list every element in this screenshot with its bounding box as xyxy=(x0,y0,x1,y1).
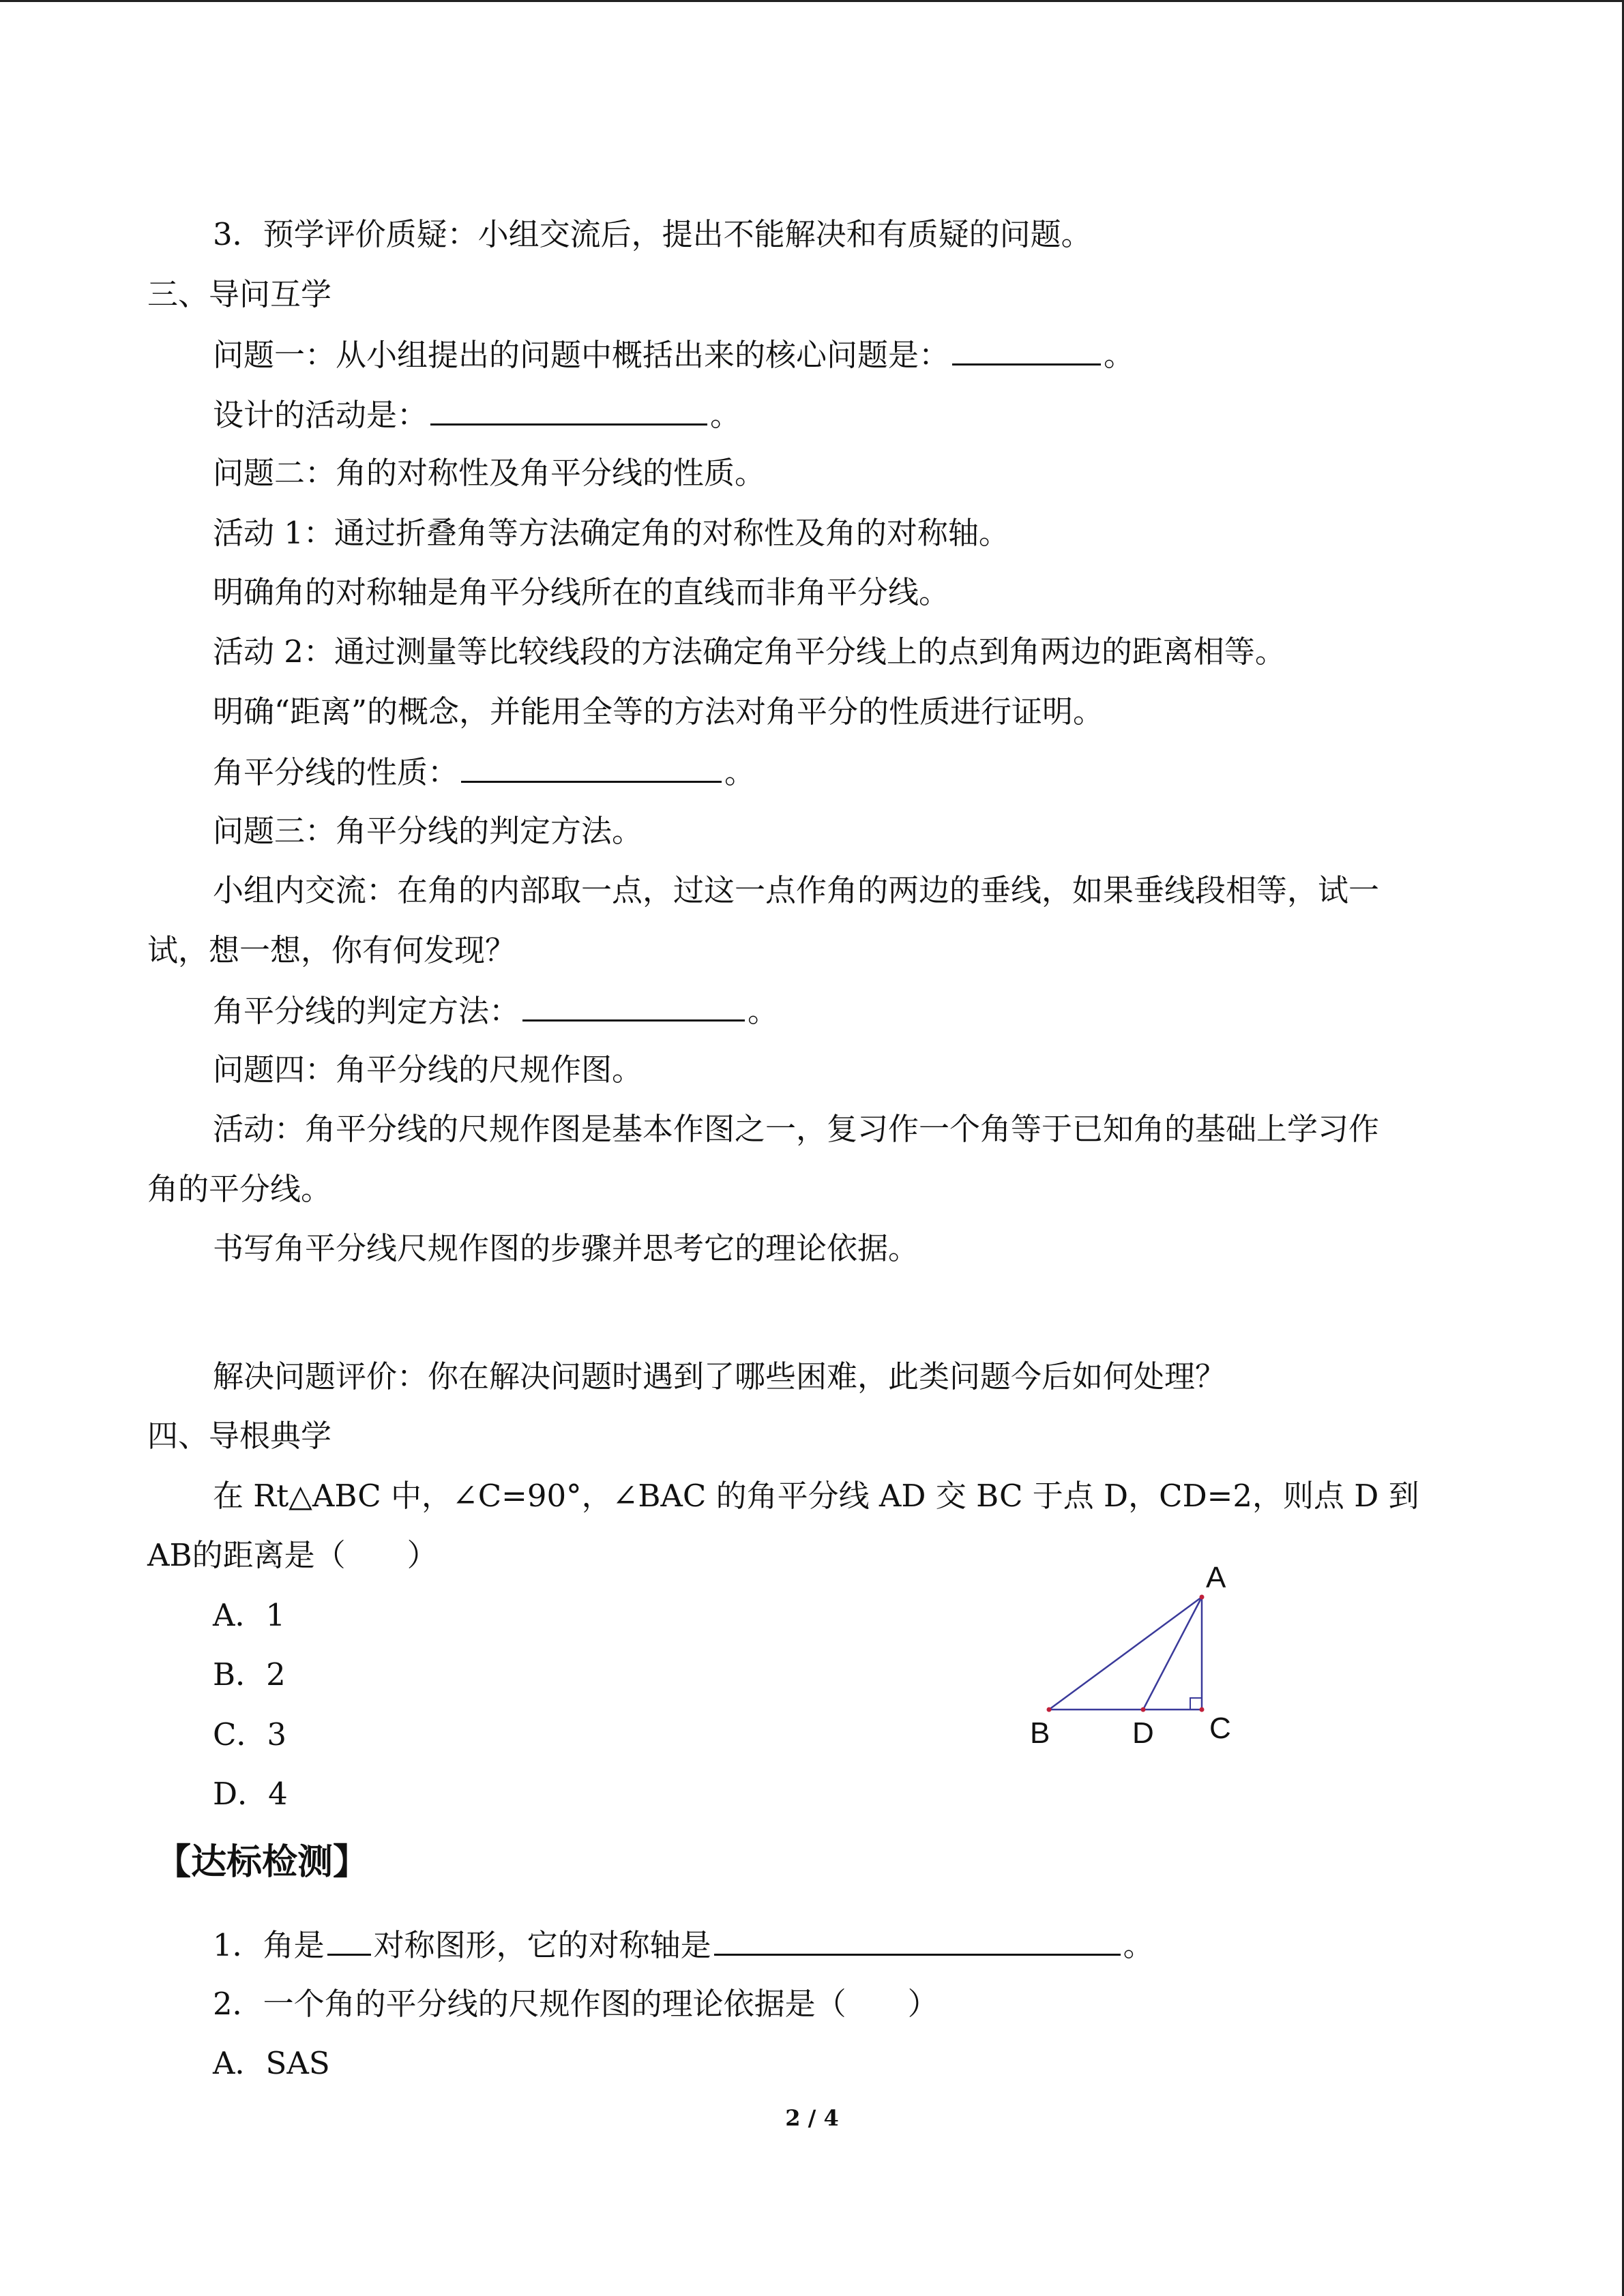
write-steps-line: 书写角平分线尺规作图的步骤并思考它的理论依据。 xyxy=(213,1230,919,1266)
figure-lines xyxy=(1049,1597,1202,1710)
point-d xyxy=(1141,1708,1146,1712)
option-b: B．2 xyxy=(213,1656,286,1693)
answer-blank[interactable] xyxy=(430,393,707,426)
check-question-1 xyxy=(213,1924,1154,1966)
question-one-line xyxy=(213,333,1134,376)
segment-ad xyxy=(1143,1597,1202,1710)
designed-activity-text: 设计的活动是： xyxy=(213,397,428,433)
designed-activity-line xyxy=(213,393,741,436)
option-c: C．3 xyxy=(213,1716,287,1753)
activity-construction-line-1: 活动：角平分线的尺规作图是基本作图之一，复习作一个角等于已知角的基础上学习作 xyxy=(213,1111,1380,1147)
example-question-line-2: AB的距离是（ ） xyxy=(147,1537,438,1573)
designed-activity-suffix: 。 xyxy=(710,397,741,433)
page-number: 2 / 4 xyxy=(785,2105,839,2131)
point-a xyxy=(1200,1595,1205,1600)
standard-check-heading: 【达标检测】 xyxy=(156,1842,369,1883)
section-four-heading: 四、导根典学 xyxy=(147,1418,332,1454)
group-discussion-line-2: 试，想一想，你有何发现？ xyxy=(147,932,516,968)
right-angle-mark xyxy=(1190,1698,1202,1710)
question-three-line: 问题三：角平分线的判定方法。 xyxy=(213,813,643,849)
bisector-property-text: 角平分线的性质： xyxy=(213,754,459,790)
label-c: C xyxy=(1209,1712,1231,1745)
question-one-suffix: 。 xyxy=(1104,337,1135,373)
section-three-heading: 三、导问互学 xyxy=(147,276,332,312)
judgement-method-text: 角平分线的判定方法： xyxy=(213,993,520,1029)
question-four-line: 问题四：角平分线的尺规作图。 xyxy=(213,1052,643,1088)
activity-two-line: 活动 2：通过测量等比较线段的方法确定角平分线上的点到角两边的距离相等。 xyxy=(213,633,1286,670)
point-c xyxy=(1200,1708,1205,1712)
page-border-top xyxy=(0,0,1624,2)
option-d: D．4 xyxy=(213,1776,288,1812)
judgement-method-suffix: 。 xyxy=(748,993,779,1029)
triangle-figure xyxy=(1009,1548,1241,1759)
segment-ab xyxy=(1049,1597,1202,1710)
judgement-method-line xyxy=(213,989,778,1032)
problem-solving-evaluation-line: 解决问题评价：你在解决问题时遇到了哪些困难，此类问题今后如何处理？ xyxy=(213,1358,1226,1395)
activity-one-line: 活动 1：通过折叠角等方法确定角的对称性及角的对称轴。 xyxy=(213,515,1009,551)
point-b xyxy=(1047,1708,1052,1712)
option-a: A．1 xyxy=(213,1597,286,1633)
label-d: D xyxy=(1132,1716,1154,1750)
label-a: A xyxy=(1206,1561,1226,1594)
question-two-line: 问题二：角的对称性及角平分线的性质。 xyxy=(213,455,766,491)
question-one-text: 问题一：从小组提出的问题中概括出来的核心问题是： xyxy=(213,337,950,373)
check-question-2: 2．一个角的平分线的尺规作图的理论依据是（ ） xyxy=(213,1986,939,2022)
check-question-1-middle: 对称图形，它的对称轴是 xyxy=(373,1927,711,1963)
answer-blank[interactable] xyxy=(522,989,745,1022)
label-b: B xyxy=(1030,1716,1050,1750)
check-question-1-prefix: 1．角是 xyxy=(213,1927,325,1963)
clarify-axis-line: 明确角的对称轴是角平分线所在的直线而非角平分线。 xyxy=(213,574,950,610)
example-question-line-1: 在 Rt△ABC 中，∠C=90°，∠BAC 的角平分线 AD 交 BC 于点 D，CD=2，则点 D 到 xyxy=(213,1478,1419,1514)
check-question-1-suffix: 。 xyxy=(1123,1927,1154,1963)
preview-evaluation-line: 3．预学评价质疑：小组交流后，提出不能解决和有质疑的问题。 xyxy=(213,216,1092,252)
group-discussion-line-1: 小组内交流：在角的内部取一点，过这一点作角的两边的垂线，如果垂线段相等，试一 xyxy=(213,872,1380,908)
bisector-property-line xyxy=(213,751,755,793)
clarify-distance-line: 明确“距离”的概念，并能用全等的方法对角平分的性质进行证明。 xyxy=(213,694,1104,730)
activity-construction-line-2: 角的平分线。 xyxy=(147,1171,332,1207)
answer-blank[interactable] xyxy=(952,333,1101,366)
answer-blank[interactable] xyxy=(714,1924,1121,1956)
answer-blank[interactable] xyxy=(327,1924,371,1956)
answer-blank[interactable] xyxy=(461,751,722,783)
bisector-property-suffix: 。 xyxy=(724,754,756,790)
check-question-2-option-a: A．SAS xyxy=(213,2045,330,2081)
